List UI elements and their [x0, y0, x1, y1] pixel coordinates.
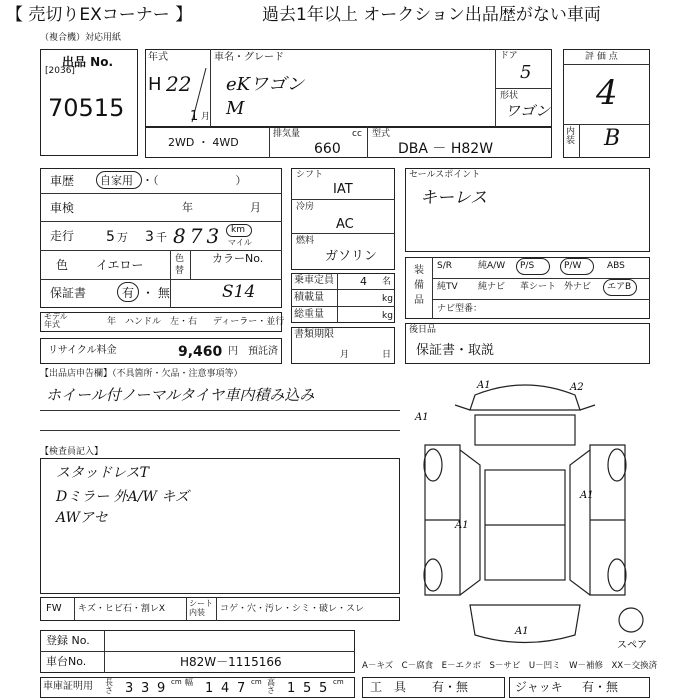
sales-point-value: キーレス [420, 188, 488, 208]
model-year-handle: ハンドル 左・右 [125, 317, 198, 327]
banner-left: 【 売切りEXコーナー 】 [6, 5, 193, 25]
displacement-label: 排気量 [273, 129, 301, 139]
cert-l-digit: 3 [125, 681, 134, 696]
lot-label: 出品 No. [62, 55, 114, 69]
equipment-item-row1-1: S/R [437, 261, 452, 271]
seller-notes-label: 【出品店申告欄】（不具箇所・欠品・注意事項等） [40, 369, 243, 379]
inspector-label: 【検査員記入】 [40, 447, 104, 457]
post-label: 後日品 [409, 325, 437, 335]
lot-code: [2036] [45, 66, 75, 76]
cert-unit: cm [333, 678, 344, 686]
year-label: 年式 [148, 52, 168, 63]
year-era: H [148, 74, 162, 95]
mileage-digits: 873 [173, 224, 224, 248]
chassis-label: 車台No. [46, 655, 87, 668]
recycle-unit: 円 預託済 [228, 346, 278, 357]
color-change-label: 色替 [175, 254, 185, 276]
door-value: 5 [520, 62, 532, 83]
mileage-man-unit: 万 [117, 231, 128, 244]
history-rest: ・（ ） [142, 174, 247, 187]
equipment-circle [516, 258, 550, 275]
diagram-mark-4: A1 [580, 490, 594, 501]
equipment-item-row1-5: ABS [607, 261, 625, 271]
lot-number: 70515 [48, 94, 125, 122]
registration-label: 登録 No. [46, 634, 90, 647]
cert-h-label: 高さ [267, 678, 275, 695]
inspector-line-2: Dミラー 外A/W キズ [56, 489, 190, 505]
damage-legend: A－キズ C－腐食 E－エクボ S－サビ U－凹ミ W－補修 XX－交換済 [362, 661, 658, 671]
capacity-unit: 名 [382, 277, 392, 287]
fw-label: FW [46, 603, 62, 614]
mileage-sen: 3 [145, 229, 154, 245]
year-month: 1 [190, 109, 199, 124]
seat-text: コゲ・穴・汚レ・シミ・破レ・スレ [220, 604, 365, 614]
diagram-mark-1: A1 [477, 380, 491, 391]
inspection-label: 車検 [50, 201, 75, 215]
door-label: ドア [500, 51, 518, 61]
equipment-item-row1-2: 純A/W [478, 261, 506, 271]
capacity-value: 4 [360, 275, 367, 288]
load-label: 積載量 [294, 292, 324, 303]
shift-value: IAT [333, 182, 353, 197]
cert-w-digit: 4 [221, 681, 230, 696]
cert-l-label: 長さ [105, 678, 113, 695]
fw-text: キズ・ヒビ石・割レX [78, 604, 165, 614]
equipment-item-row1-3: P/S [520, 261, 535, 271]
cert-w-digit: 7 [237, 681, 246, 696]
displacement-value: 660 [314, 141, 341, 157]
model-value: DBA － H82W [398, 141, 494, 157]
deadline-month: 月 [340, 350, 350, 360]
inspection-month: 月 [250, 201, 261, 214]
mileage-unit-km: km [231, 225, 245, 235]
cert-h-digit: 5 [319, 681, 328, 696]
shift-label: シフト [296, 170, 324, 180]
inspector-line-3: AWアセ [56, 510, 108, 526]
cert-unit: cm [251, 678, 262, 686]
warranty-no: ・ 無 [142, 286, 170, 300]
post-value: 保証書・取説 [416, 343, 495, 358]
score-interior: B [604, 126, 621, 151]
diagram-mark-3: A1 [415, 412, 429, 423]
fuel-value: ガソリン [325, 249, 378, 264]
warranty-yes: 有 [122, 286, 135, 300]
navi-model: ナビ型番： [437, 304, 483, 314]
model-label: 型式 [372, 129, 391, 139]
chassis-value: H82W－1115166 [180, 655, 282, 669]
cert-unit: cm [171, 678, 182, 686]
recycle-value: 9,460 [178, 344, 223, 360]
year-month-unit: 月 [201, 112, 211, 122]
history-private: 自家用 [100, 174, 133, 187]
tools-label: 工 具 [370, 680, 407, 694]
diagram-mark-5: A1 [455, 520, 469, 531]
gross-label: 総重量 [294, 309, 324, 320]
recycle-label: リサイクル料金 [48, 345, 117, 356]
mileage-man: 5 [106, 229, 115, 245]
equipment-circle [560, 258, 594, 275]
sales-point-label: セールスポイント [409, 170, 481, 180]
model-year-year: 年 [107, 317, 117, 327]
aircon-label: 冷房 [296, 202, 315, 212]
car-label: 車名・グレード [214, 52, 284, 63]
equipment-item-row2-5: エアB [607, 282, 632, 292]
mileage-sen-unit: 千 [156, 231, 167, 244]
equipment-item-row1-4: P/W [564, 261, 582, 271]
load-unit: kg [382, 294, 393, 304]
equipment-item-row2-4: 外ナビ [564, 282, 592, 292]
inspection-year: 年 [182, 201, 193, 214]
tools-value: 有・無 [432, 680, 469, 694]
diagram-mark-2: A2 [570, 382, 584, 393]
subnote: （複合機）対応用紙 [40, 33, 122, 43]
cert-w-label: 幅 [185, 678, 193, 687]
fuel-label: 燃料 [296, 236, 315, 246]
cert-l-digit: 9 [157, 681, 166, 696]
sales-point-box [405, 168, 650, 252]
car-grade: M [226, 98, 245, 119]
cert-label: 車庫証明用 [43, 681, 93, 692]
equipment-item-row2-3: 革シート [520, 282, 557, 292]
car-diagram [405, 370, 650, 660]
model-year-label: モデル年式 [44, 312, 68, 329]
model-year-dealer: ディーラー・並行 [213, 317, 285, 327]
door-shape-label: 形状 [500, 91, 519, 101]
capacity-label: 乗車定員 [294, 275, 334, 286]
equipment-item-row2-1: 純TV [437, 282, 458, 292]
color-no-label: カラーNo. [212, 252, 264, 265]
banner [0, 0, 700, 32]
jack-value: 有・無 [582, 680, 619, 694]
jack-label: ジャッキ [515, 680, 563, 694]
cert-w-digit: 1 [205, 681, 214, 696]
spare-label: スペア [617, 640, 647, 651]
inspector-line-1: スタッドレスT [56, 465, 149, 481]
displacement-unit: cc [352, 129, 362, 139]
mileage-label: 走行 [50, 229, 75, 243]
history-label: 車歴 [50, 174, 75, 188]
score-value: 4 [596, 73, 618, 113]
cert-h-digit: 1 [287, 681, 296, 696]
gross-unit: kg [382, 311, 393, 321]
door-shape: ワゴン [505, 102, 551, 120]
score-interior-label: 内装 [566, 127, 576, 146]
color-value: イエロー [96, 258, 144, 272]
car-name: eKワゴン [226, 74, 305, 95]
color-label: 色 [56, 258, 69, 272]
cert-h-digit: 5 [303, 681, 312, 696]
aircon-value: AC [336, 217, 354, 232]
mileage-unit-mile: マイル [228, 238, 252, 247]
seller-notes-value: ホイール付ノーマルタイヤ車内積み込み [46, 386, 315, 404]
year-value: 22 [166, 72, 192, 96]
deadline-label: 書類期限 [294, 329, 334, 340]
cert-l-digit: 3 [141, 681, 150, 696]
equipment-circle [603, 279, 637, 296]
score-label: 評 価 点 [585, 52, 618, 62]
seat-label: シート内装 [189, 599, 213, 617]
color-no-value: S14 [222, 282, 256, 302]
drive: 2WD ・ 4WD [168, 136, 239, 149]
equipment-label: 装備品 [414, 265, 424, 306]
diagram-mark-6: A1 [515, 626, 529, 637]
equipment-item-row2-2: 純ナビ [478, 282, 506, 292]
deadline-day: 日 [382, 350, 392, 360]
warranty-label: 保証書 [50, 286, 87, 300]
banner-right: 過去1年以上 オークション出品歴がない車両 [262, 5, 601, 25]
